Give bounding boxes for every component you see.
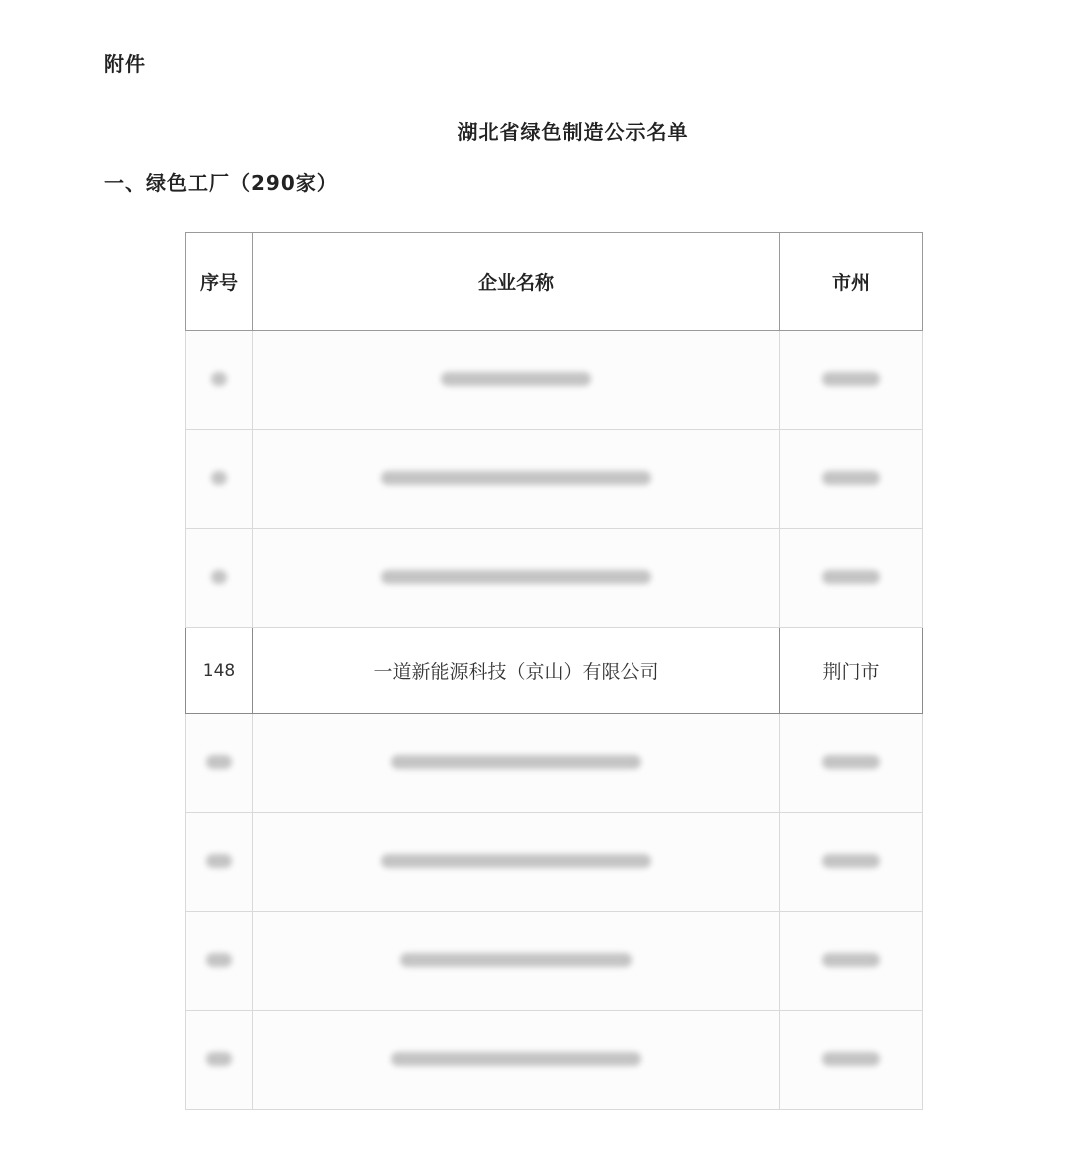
blurred-cell bbox=[253, 331, 780, 430]
blurred-cell bbox=[186, 1011, 253, 1110]
table-row-blurred bbox=[186, 813, 923, 912]
green-factory-table bbox=[185, 232, 923, 1110]
row-city: 荆门市 bbox=[780, 628, 923, 714]
table-row-blurred bbox=[186, 912, 923, 1011]
blurred-cell bbox=[253, 912, 780, 1011]
blurred-cell bbox=[186, 430, 253, 529]
header-company: 企业名称 bbox=[253, 233, 780, 331]
attachment-label: 附件 bbox=[104, 52, 146, 76]
table-row-blurred bbox=[186, 529, 923, 628]
document-title: 湖北省绿色制造公示名单 bbox=[457, 120, 689, 144]
table-row-blurred bbox=[186, 714, 923, 813]
blurred-cell bbox=[186, 529, 253, 628]
row-index: 148 bbox=[186, 628, 253, 714]
header-index: 序号 bbox=[186, 233, 253, 331]
blurred-cell bbox=[780, 529, 923, 628]
table-row-blurred bbox=[186, 331, 923, 430]
blurred-cell bbox=[186, 714, 253, 813]
blurred-cell bbox=[780, 714, 923, 813]
table-row-blurred bbox=[186, 430, 923, 529]
blurred-cell bbox=[780, 331, 923, 430]
blurred-cell bbox=[780, 1011, 923, 1110]
blurred-cell bbox=[253, 1011, 780, 1110]
blurred-cell bbox=[780, 912, 923, 1011]
blurred-cell bbox=[186, 912, 253, 1011]
blurred-cell bbox=[253, 813, 780, 912]
blurred-cell bbox=[186, 331, 253, 430]
section-heading: 一、绿色工厂（290家） bbox=[104, 171, 338, 195]
row-company: 一道新能源科技（京山）有限公司 bbox=[253, 628, 780, 714]
table-header-row bbox=[186, 233, 923, 331]
blurred-cell bbox=[186, 813, 253, 912]
table-row-highlighted bbox=[186, 628, 923, 714]
blurred-cell bbox=[253, 714, 780, 813]
blurred-cell bbox=[253, 430, 780, 529]
table-row-blurred bbox=[186, 1011, 923, 1110]
blurred-cell bbox=[253, 529, 780, 628]
blurred-cell bbox=[780, 813, 923, 912]
blurred-cell bbox=[780, 430, 923, 529]
header-city: 市州 bbox=[780, 233, 923, 331]
